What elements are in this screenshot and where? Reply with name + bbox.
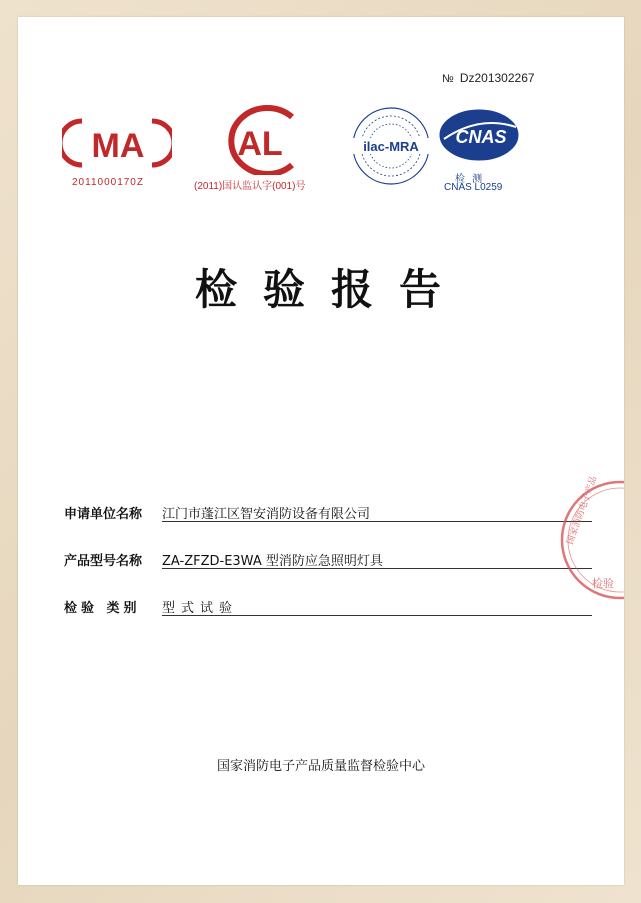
cnas-accreditation-number: CNAS L0259 <box>444 182 503 193</box>
cma-logo-text: MA <box>91 127 145 165</box>
official-seal <box>558 475 624 605</box>
field-label: 产品型号名称 <box>64 554 143 569</box>
field-value: 江门市蓬江区智安消防设备有限公司 <box>162 507 371 522</box>
cal-logo <box>194 103 324 175</box>
cnas-logo-text: CNAS <box>455 127 507 147</box>
report-page <box>18 17 624 885</box>
seal-text: 国家消防电子产品 <box>565 475 600 547</box>
cma-caption: 2011000170Z <box>72 177 144 188</box>
issuing-authority: 国家消防电子产品质量监督检验中心 <box>216 759 425 774</box>
ilac-mra-logo <box>348 103 434 189</box>
seal-text-bottom: 检验 <box>592 577 614 590</box>
report-title: 检验报告 <box>194 265 467 314</box>
cnas-logo <box>436 105 522 169</box>
field-label: 申请单位名称 <box>64 507 143 522</box>
report-number-value: Dz201302267 <box>459 71 535 85</box>
report-number <box>442 71 535 85</box>
field-label: 检验 类别 <box>64 601 141 616</box>
field-underline <box>162 521 592 522</box>
field-underline <box>162 568 592 569</box>
field-underline <box>162 615 592 616</box>
cma-logo <box>62 113 172 173</box>
cal-logo-text: AL <box>237 125 283 163</box>
number-symbol: № <box>442 73 454 85</box>
cnas-sub-label: 检 测 <box>455 174 485 185</box>
ilac-logo-text: ilac-MRA <box>363 139 419 154</box>
field-value: 型式试验 <box>162 601 239 616</box>
cal-caption: (2011)国认监认字(001)号 <box>194 181 306 192</box>
field-value: ZA-ZFZD-E3WA 型消防应急照明灯具 <box>162 554 383 569</box>
